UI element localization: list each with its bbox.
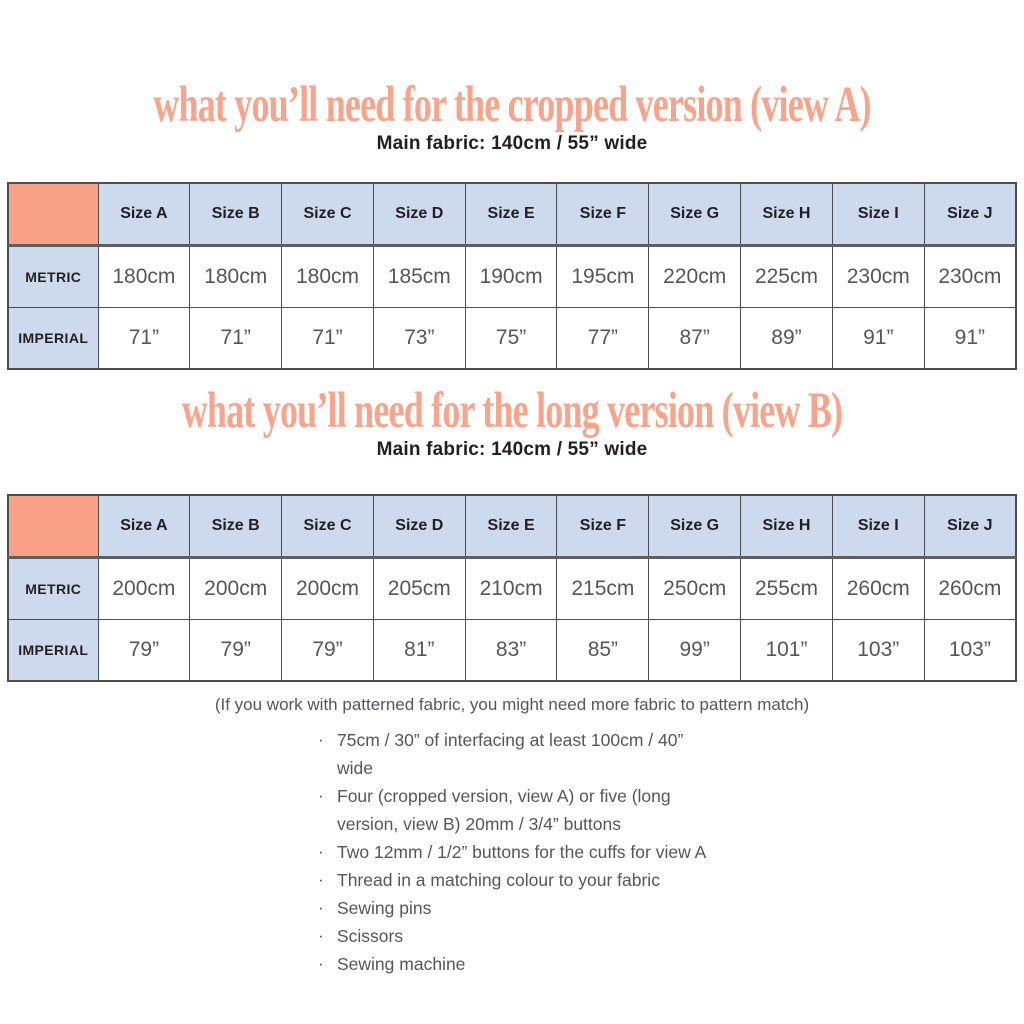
table-row: [8, 620, 1016, 682]
materials-item-line: Sewing machine: [337, 954, 466, 974]
value-cell: 195cm: [557, 246, 649, 308]
size-column-header: Size C: [282, 495, 374, 558]
value-cell: 71”: [190, 308, 282, 370]
value-cell: 87”: [649, 308, 741, 370]
size-column-header: Size C: [282, 183, 374, 246]
size-column-header: Size H: [741, 495, 833, 558]
value-cell: 200cm: [98, 558, 190, 620]
row-label: IMPERIAL: [8, 308, 98, 370]
bullet-dot: ·: [318, 730, 324, 749]
row-label: METRIC: [8, 246, 98, 308]
size-column-header: Size A: [98, 183, 190, 246]
value-cell: 99”: [649, 620, 741, 682]
value-cell: 71”: [282, 308, 374, 370]
materials-item-text: [337, 950, 465, 978]
value-cell: 190cm: [465, 246, 557, 308]
table-row: [8, 246, 1016, 308]
value-cell: 230cm: [924, 246, 1016, 308]
materials-item: [318, 866, 1024, 894]
pattern-match-note: (If you work with patterned fabric, you might need more fabric to pattern match): [214, 695, 810, 714]
size-column-header: Size F: [557, 183, 649, 246]
long-version-title: what you’ll need for the long version (view B): [181, 381, 843, 439]
table-corner-cell: [8, 495, 98, 558]
materials-item-text: [337, 838, 706, 866]
materials-item: [318, 726, 1024, 782]
cropped-version-title: what you’ll need for the cropped version (view A): [153, 75, 871, 133]
value-cell: 85”: [557, 620, 649, 682]
value-cell: 260cm: [924, 558, 1016, 620]
value-cell: 250cm: [649, 558, 741, 620]
value-cell: 79”: [282, 620, 374, 682]
table-row: [8, 308, 1016, 370]
size-column-header: Size F: [557, 495, 649, 558]
value-cell: 255cm: [741, 558, 833, 620]
size-column-header: Size B: [190, 183, 282, 246]
long-version-subtitle: Main fabric: 140cm / 55” wide: [376, 439, 648, 460]
value-cell: 81”: [373, 620, 465, 682]
materials-item: [318, 950, 1024, 978]
materials-item-line: wide: [337, 758, 373, 778]
value-cell: 225cm: [741, 246, 833, 308]
size-column-header: Size I: [832, 183, 924, 246]
materials-item: [318, 922, 1024, 950]
bullet-dot: ·: [318, 898, 324, 917]
size-column-header: Size D: [373, 495, 465, 558]
cropped-version-subtitle: Main fabric: 140cm / 55” wide: [376, 133, 648, 154]
materials-item-text: [337, 922, 403, 950]
value-cell: 200cm: [190, 558, 282, 620]
size-column-header: Size G: [649, 495, 741, 558]
materials-item-text: [337, 726, 683, 782]
value-cell: 260cm: [832, 558, 924, 620]
value-cell: 103”: [924, 620, 1016, 682]
value-cell: 220cm: [649, 246, 741, 308]
value-cell: 101”: [741, 620, 833, 682]
long-version-section: [0, 381, 1024, 682]
value-cell: 75”: [465, 308, 557, 370]
materials-item-line: version, view B) 20mm / 3/4” buttons: [337, 814, 621, 834]
value-cell: 230cm: [832, 246, 924, 308]
value-cell: 71”: [98, 308, 190, 370]
bullet-dot: ·: [318, 870, 324, 889]
value-cell: 205cm: [373, 558, 465, 620]
materials-item-line: 75cm / 30” of interfacing at least 100cm / 40”: [337, 730, 684, 750]
size-column-header: Size G: [649, 183, 741, 246]
value-cell: 91”: [832, 308, 924, 370]
size-column-header: Size J: [924, 495, 1016, 558]
value-cell: 180cm: [190, 246, 282, 308]
materials-item-line: Four (cropped version, view A) or five (long: [337, 786, 671, 806]
size-column-header: Size E: [465, 183, 557, 246]
value-cell: 180cm: [282, 246, 374, 308]
materials-item-text: [337, 782, 671, 838]
materials-item-line: Sewing pins: [337, 898, 432, 918]
value-cell: 79”: [190, 620, 282, 682]
materials-item: [318, 782, 1024, 838]
materials-item-text: [337, 894, 431, 922]
value-cell: 77”: [557, 308, 649, 370]
value-cell: 185cm: [373, 246, 465, 308]
fabric-table-view-b: [7, 494, 1017, 682]
size-column-header: Size B: [190, 495, 282, 558]
table-header-row: [8, 183, 1016, 246]
value-cell: 103”: [832, 620, 924, 682]
materials-item-line: Two 12mm / 1/2” buttons for the cuffs for view A: [337, 842, 707, 862]
size-column-header: Size D: [373, 183, 465, 246]
row-label: METRIC: [8, 558, 98, 620]
bullet-dot: ·: [318, 842, 324, 861]
bullet-dot: ·: [318, 954, 324, 973]
materials-item-line: Scissors: [337, 926, 404, 946]
value-cell: 89”: [741, 308, 833, 370]
value-cell: 83”: [465, 620, 557, 682]
size-column-header: Size H: [741, 183, 833, 246]
value-cell: 215cm: [557, 558, 649, 620]
fabric-table-view-a: [7, 182, 1017, 370]
row-label: IMPERIAL: [8, 620, 98, 682]
size-column-header: Size E: [465, 495, 557, 558]
value-cell: 210cm: [465, 558, 557, 620]
materials-list: [318, 726, 1024, 978]
size-column-header: Size I: [832, 495, 924, 558]
bullet-dot: ·: [318, 786, 324, 805]
size-column-header: Size A: [98, 495, 190, 558]
value-cell: 91”: [924, 308, 1016, 370]
value-cell: 79”: [98, 620, 190, 682]
table-header-row: [8, 495, 1016, 558]
value-cell: 180cm: [98, 246, 190, 308]
value-cell: 73”: [373, 308, 465, 370]
materials-item: [318, 894, 1024, 922]
value-cell: 200cm: [282, 558, 374, 620]
materials-item-line: Thread in a matching colour to your fabric: [337, 870, 660, 890]
materials-item: [318, 838, 1024, 866]
materials-item-text: [337, 866, 660, 894]
cropped-version-section: [0, 75, 1024, 370]
table-corner-cell: [8, 183, 98, 246]
table-row: [8, 558, 1016, 620]
bullet-dot: ·: [318, 926, 324, 945]
size-column-header: Size J: [924, 183, 1016, 246]
